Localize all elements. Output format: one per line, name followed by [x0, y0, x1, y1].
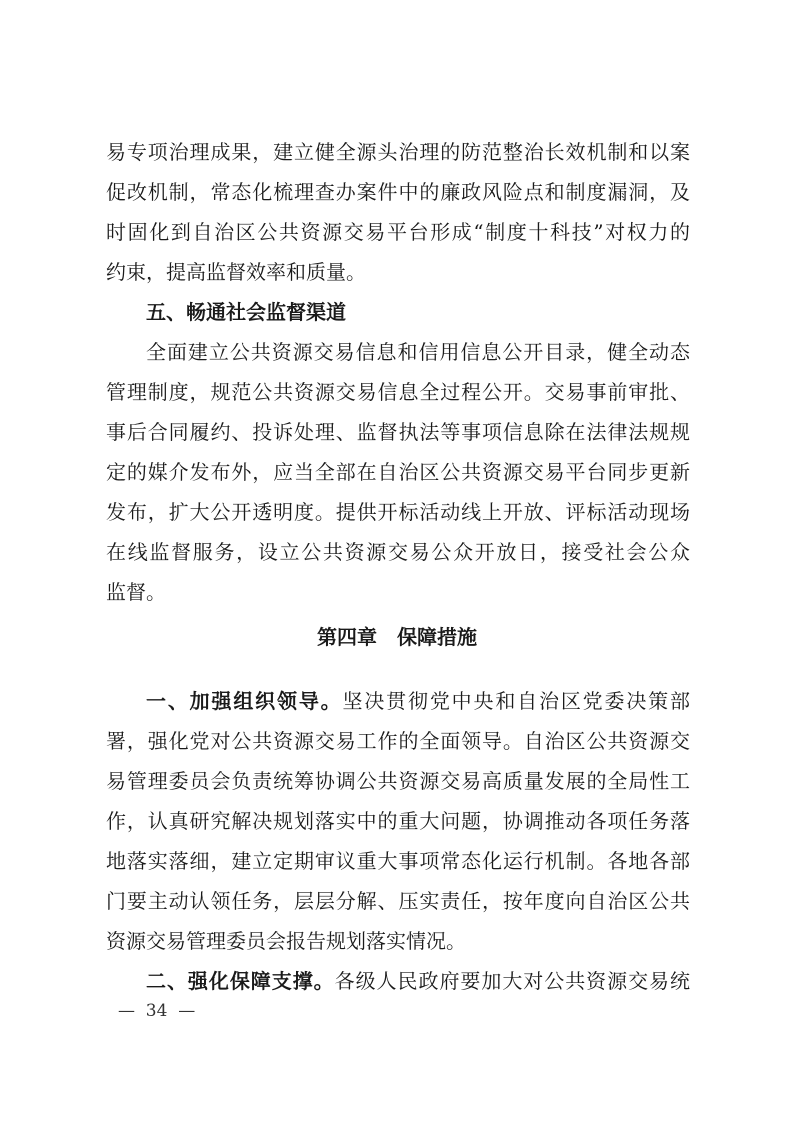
- body-text-line: 促改机制，常态化梳理查办案件中的廉政风险点和制度漏洞，及: [106, 180, 690, 204]
- body-text-line: 资源交易管理委员会报告规划落实情况。: [106, 929, 466, 953]
- body-text-line: 发布，扩大公开透明度。提供开标活动线上开放、评标活动现场: [106, 500, 690, 524]
- body-text-line: 门要主动认领任务，层层分解、压实责任，按年度向自治区公共: [106, 889, 690, 913]
- body-text-line: 易管理委员会负责统筹协调公共资源交易高质量发展的全局性工: [106, 769, 690, 793]
- body-text-line: 约束，提高监督效率和质量。: [106, 260, 366, 284]
- body-text-line: 时固化到自治区公共资源交易平台形成“制度十科技”对权力的: [106, 220, 690, 244]
- chapter-title: 第四章 保障措施: [317, 625, 477, 649]
- body-text-line: 事后合同履约、投诉处理、监督执法等事项信息除在法律法规规: [106, 420, 690, 444]
- body-text-line: 全面建立公共资源交易信息和信用信息公开目录，健全动态: [146, 340, 690, 364]
- body-text-line: 定的媒介发布外，应当全部在自治区公共资源交易平台同步更新: [106, 460, 690, 484]
- measure-first-line: [146, 966, 690, 996]
- body-text-line: 易专项治理成果，建立健全源头治理的防范整治长效机制和以案: [106, 140, 690, 164]
- measure-lead: 二、强化保障支撑。: [146, 969, 335, 993]
- measure-lead: 一、加强组织领导。: [146, 689, 343, 713]
- body-text-line: 管理制度，规范公共资源交易信息全过程公开。交易事前审批、: [106, 380, 690, 404]
- body-text-line: 监督。: [106, 580, 166, 604]
- measure-text: 坚决贯彻党中央和自治区党委决策部: [342, 689, 690, 713]
- body-text-line: 在线监督服务，设立公共资源交易公众开放日，接受社会公众: [106, 540, 690, 564]
- measure-first-line: [146, 686, 690, 716]
- body-text-line: 地落实落细，建立定期审议重大事项常态化运行机制。各地各部: [106, 849, 690, 873]
- page-number: — 34 —: [118, 1001, 196, 1021]
- measure-text: 各级人民政府要加大对公共资源交易统: [334, 969, 690, 993]
- body-text-line: 作，认真研究解决规划落实中的重大问题，协调推动各项任务落: [106, 809, 690, 833]
- section-heading: 五、畅通社会监督渠道: [146, 300, 346, 324]
- body-text-line: 署，强化党对公共资源交易工作的全面领导。自治区公共资源交: [106, 729, 690, 753]
